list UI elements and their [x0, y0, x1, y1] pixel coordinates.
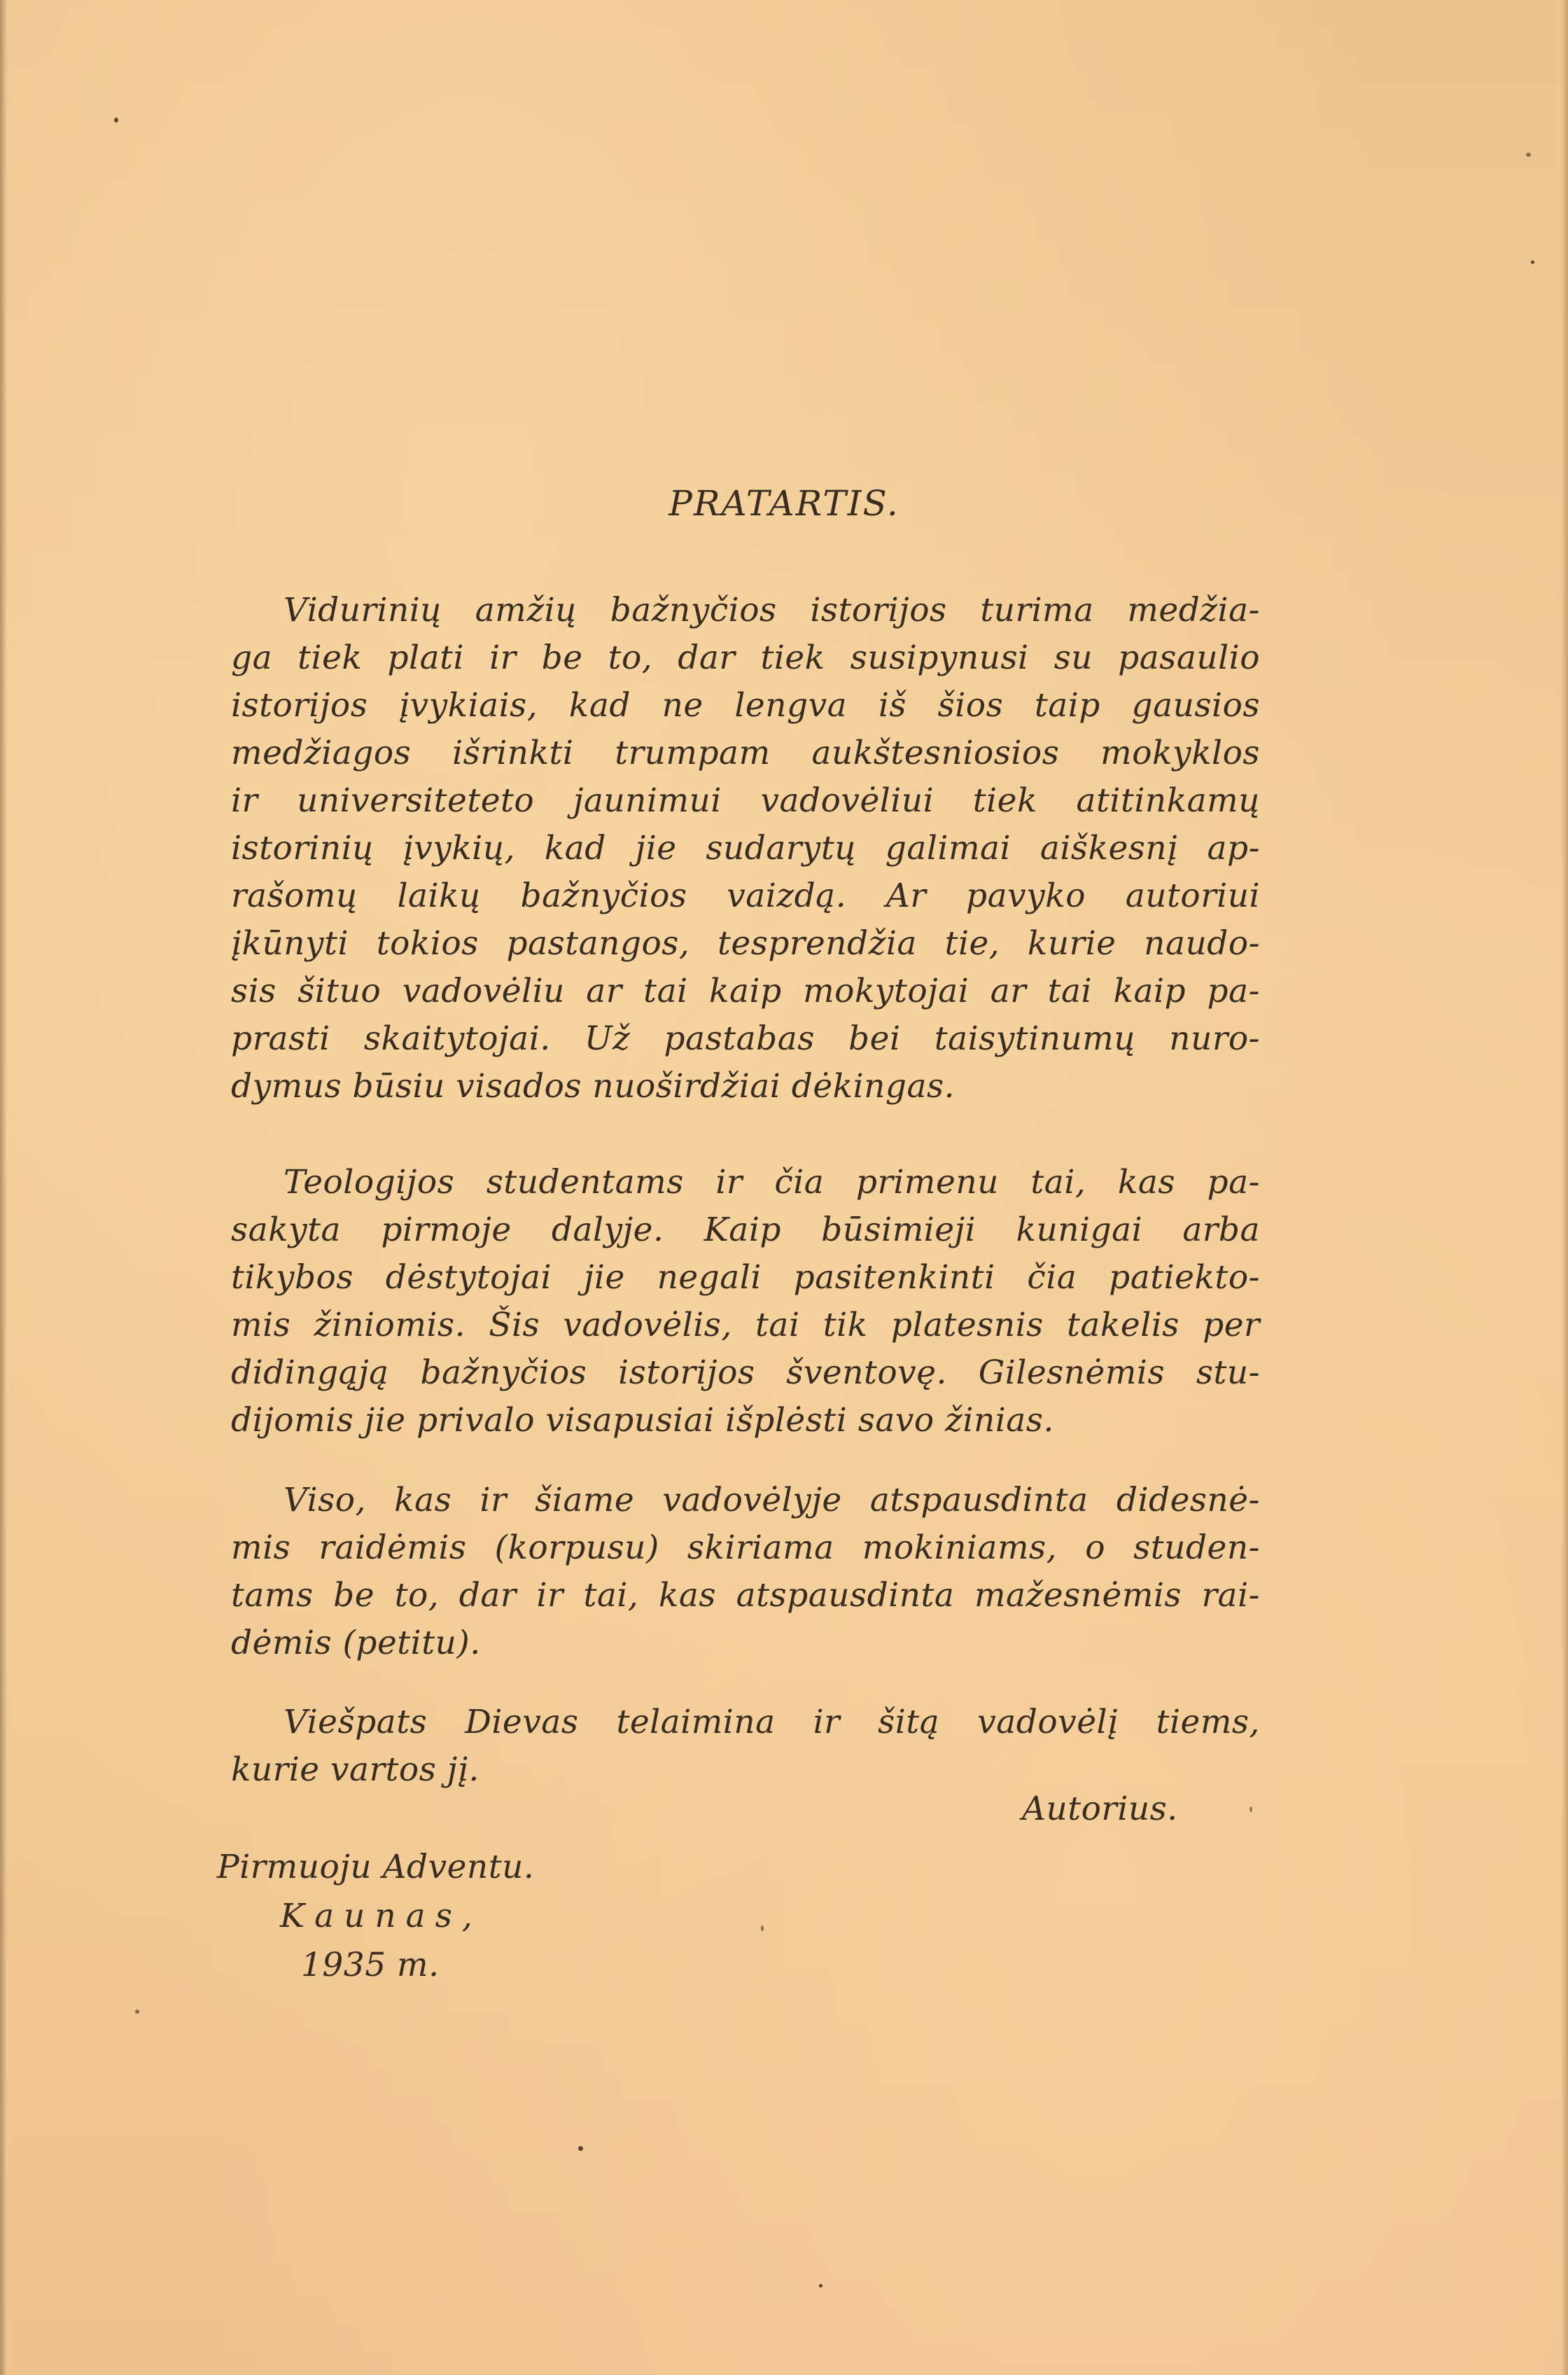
paper-speck [1526, 153, 1531, 157]
paragraph-3 [231, 1477, 1260, 1667]
paper-speck [135, 2010, 139, 2014]
paragraph-4 [231, 1699, 1260, 1794]
year-line: 1935 m. [301, 1946, 440, 1984]
paper-speck [114, 118, 118, 123]
paragraph-2 [231, 1159, 1260, 1444]
paper-speck [1250, 1806, 1252, 1812]
text-line: istorijos įvykiais, kad ne lengva iš šios taip gausios [231, 686, 1260, 725]
text-line: įkūnyti tokios pastangos, tesprendžia tie, kurie naudo- [231, 924, 1260, 963]
text-line: tikybos dėstytojai jie negali pasitenkinti čia patiekto- [231, 1258, 1260, 1297]
paper-speck [761, 1925, 764, 1931]
text-line: mis žiniomis. Šis vadovėlis, tai tik platesnis takelis per [231, 1306, 1260, 1344]
text-line: Viešpats Dievas telaimina ir šitą vadovėlį tiems, [284, 1703, 1260, 1741]
text-line: Viso, kas ir šiame vadovėlyje atspausdinta didesnė- [284, 1481, 1260, 1519]
text-line: kurie vartos jį. [231, 1750, 479, 1789]
page-right-edge-shadow [1561, 0, 1568, 2375]
text-line: didingąją bažnyčios istorijos šventovę. Gilesnėmis stu- [231, 1353, 1260, 1392]
text-line: rašomų laikų bažnyčios vaizdą. Ar pavyko autoriui [231, 877, 1260, 915]
text-line: Vidurinių amžių bažnyčios istorijos turima medžia- [284, 591, 1260, 629]
text-line: sakyta pirmoje dalyje. Kaip būsimieji kunigai arba [231, 1211, 1260, 1249]
text-line: tams be to, dar ir tai, kas atspausdinta mažesnėmis rai- [231, 1576, 1260, 1615]
paragraph-1 [231, 587, 1260, 1110]
city-line: Kaunas, [280, 1897, 482, 1935]
paper-speck [1531, 260, 1534, 264]
text-line: ir universiteteto jaunimui vadovėliui tiek atitinkamų [231, 781, 1260, 820]
text-line: istorinių įvykių, kad jie sudarytų galimai aiškesnį ap- [231, 829, 1260, 868]
text-line: dijomis jie privalo visapusiai išplėsti savo žinias. [231, 1401, 1054, 1440]
author-signature: Autorius. [1022, 1790, 1178, 1828]
paper-speck [819, 2284, 822, 2287]
text-line: medžiagos išrinkti trumpam aukštesniosios mokyklos [231, 734, 1260, 772]
occasion-line: Pirmuoju Adventu. [217, 1848, 535, 1886]
paper-speck [578, 2146, 583, 2151]
page-title: PRATARTIS. [668, 483, 899, 524]
page-left-edge-shadow [0, 0, 7, 2375]
text-line: mis raidėmis (korpusu) skiriama mokiniams, o studen- [231, 1528, 1260, 1567]
text-line: dymus būsiu visados nuoširdžiai dėkingas. [231, 1067, 955, 1106]
place-and-date [217, 1843, 534, 1990]
text-line: ga tiek plati ir be to, dar tiek susipynusi su pasaulio [231, 639, 1260, 677]
text-line: sis šituo vadovėliu ar tai kaip mokytojai ar tai kaip pa- [231, 972, 1260, 1010]
text-line: prasti skaitytojai. Už pastabas bei taisytinumų nuro- [231, 1019, 1260, 1058]
text-line: dėmis (petitu). [231, 1624, 481, 1662]
text-line: Teologijos studentams ir čia primenu tai, kas pa- [284, 1163, 1260, 1202]
